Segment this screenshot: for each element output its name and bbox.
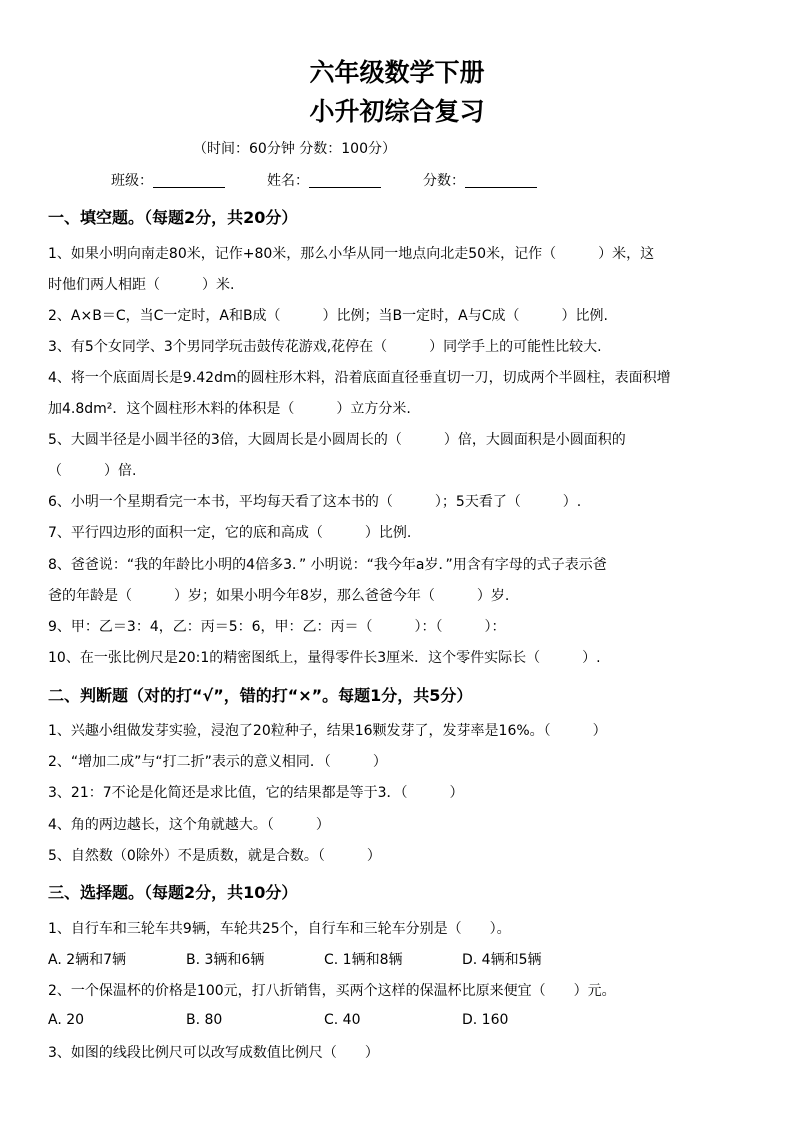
question-line: 7、平行四边形的面积一定，它的底和高成（ ）比例.: [48, 525, 412, 541]
question-line: 时他们两人相距（ ）米.: [48, 277, 235, 293]
question-line: 1、兴趣小组做发芽实验，浸泡了20粒种子，结果16颗发芽了，发芽率是16%。（ ）: [48, 723, 607, 739]
exam-subtitle: 小升初综合复习: [309, 97, 485, 126]
question-line: 3、如图的线段比例尺可以改写成数值比例尺（ ）: [48, 1045, 379, 1061]
question-line: 5、大圆半径是小圆半径的3倍，大圆周长是小圆周长的（ ）倍，大圆面积是小圆面积的: [48, 432, 626, 448]
option-b: B. 3辆和6辆: [186, 952, 265, 968]
question-line: 3、21：7不论是化简还是求比值，它的结果都是等于3．（ ）: [48, 785, 464, 801]
question-line: 1、自行车和三轮车共9辆，车轮共25个，自行车和三轮车分别是（ ）。: [48, 921, 511, 937]
option-d: D. 4辆和5辆: [462, 952, 542, 968]
question-line: 10、在一张比例尺是20:1的精密图纸上，量得零件长3厘米．这个零件实际长（ ）.: [48, 650, 601, 666]
option-a: A. 2辆和7辆: [48, 952, 127, 968]
class-field[interactable]: [153, 173, 225, 188]
name-field[interactable]: [309, 173, 381, 188]
question-line: 6、小明一个星期看完一本书，平均每天看了这本书的（ ）；5天看了（ ）.: [48, 494, 582, 510]
question-line: 加4.8dm²．这个圆柱形木料的体积是（ ）立方分米.: [48, 401, 411, 417]
question-line: 4、将一个底面周长是9.42dm的圆柱形木料，沿着底面直径垂直切一刀，切成两个半圆柱，表面积增: [48, 370, 671, 386]
question-line: （ ）倍.: [48, 463, 137, 479]
question-line: 3、有5个女同学、3个男同学玩击鼓传花游戏,花停在（ ）同学手上的可能性比较大.: [48, 339, 602, 355]
option-b: B. 80: [186, 1012, 223, 1028]
section-heading-fill-blank: 一、填空题。（每题2分，共20分）: [48, 208, 298, 227]
time-score-info: （时间：60分钟 分数：100分）: [193, 141, 396, 157]
question-line: 2、“增加二成”与“打二折”表示的意义相同．（ ）: [48, 754, 387, 770]
question-line: 9、甲：乙＝3：4，乙：丙＝5：6，甲：乙：丙＝（ ）：（ ）：: [48, 619, 506, 635]
question-line: 4、角的两边越长，这个角就越大。（ ）: [48, 817, 330, 833]
question-line: 2、一个保温杯的价格是100元，打八折销售，买两个这样的保温杯比原来便宜（ ）元。: [48, 983, 616, 999]
question-line: 1、如果小明向南走80米，记作+80米，那么小华从同一地点向北走50米，记作（ ）米，这: [48, 246, 655, 262]
exam-title: 六年级数学下册: [309, 58, 485, 87]
option-d: D. 160: [462, 1012, 509, 1028]
option-c: C. 1辆和8辆: [324, 952, 403, 968]
question-line: 爸的年龄是（ ）岁；如果小明今年8岁，那么爸爸今年（ ）岁.: [48, 588, 510, 604]
class-label: 班级：: [111, 173, 153, 189]
student-info-line: [111, 170, 537, 190]
section-heading-true-false: 二、判断题（对的打“√”，错的打“×”。每题1分，共5分）: [48, 686, 473, 705]
name-label: 姓名：: [267, 173, 309, 189]
question-line: 8、爸爸说：“我的年龄比小明的4倍多3．” 小明说：“我今年a岁．”用含有字母的式子表示爸: [48, 557, 607, 573]
score-label: 分数：: [423, 173, 465, 189]
question-line: 5、自然数（0除外）不是质数，就是合数。（ ）: [48, 848, 381, 864]
score-field[interactable]: [465, 173, 537, 188]
option-c: C. 40: [324, 1012, 361, 1028]
option-a: A. 20: [48, 1012, 85, 1028]
section-heading-multiple-choice: 三、选择题。（每题2分，共10分）: [48, 883, 298, 902]
question-line: 2、A×B＝C，当C一定时，A和B成（ ）比例；当B一定时，A与C成（ ）比例.: [48, 308, 608, 324]
